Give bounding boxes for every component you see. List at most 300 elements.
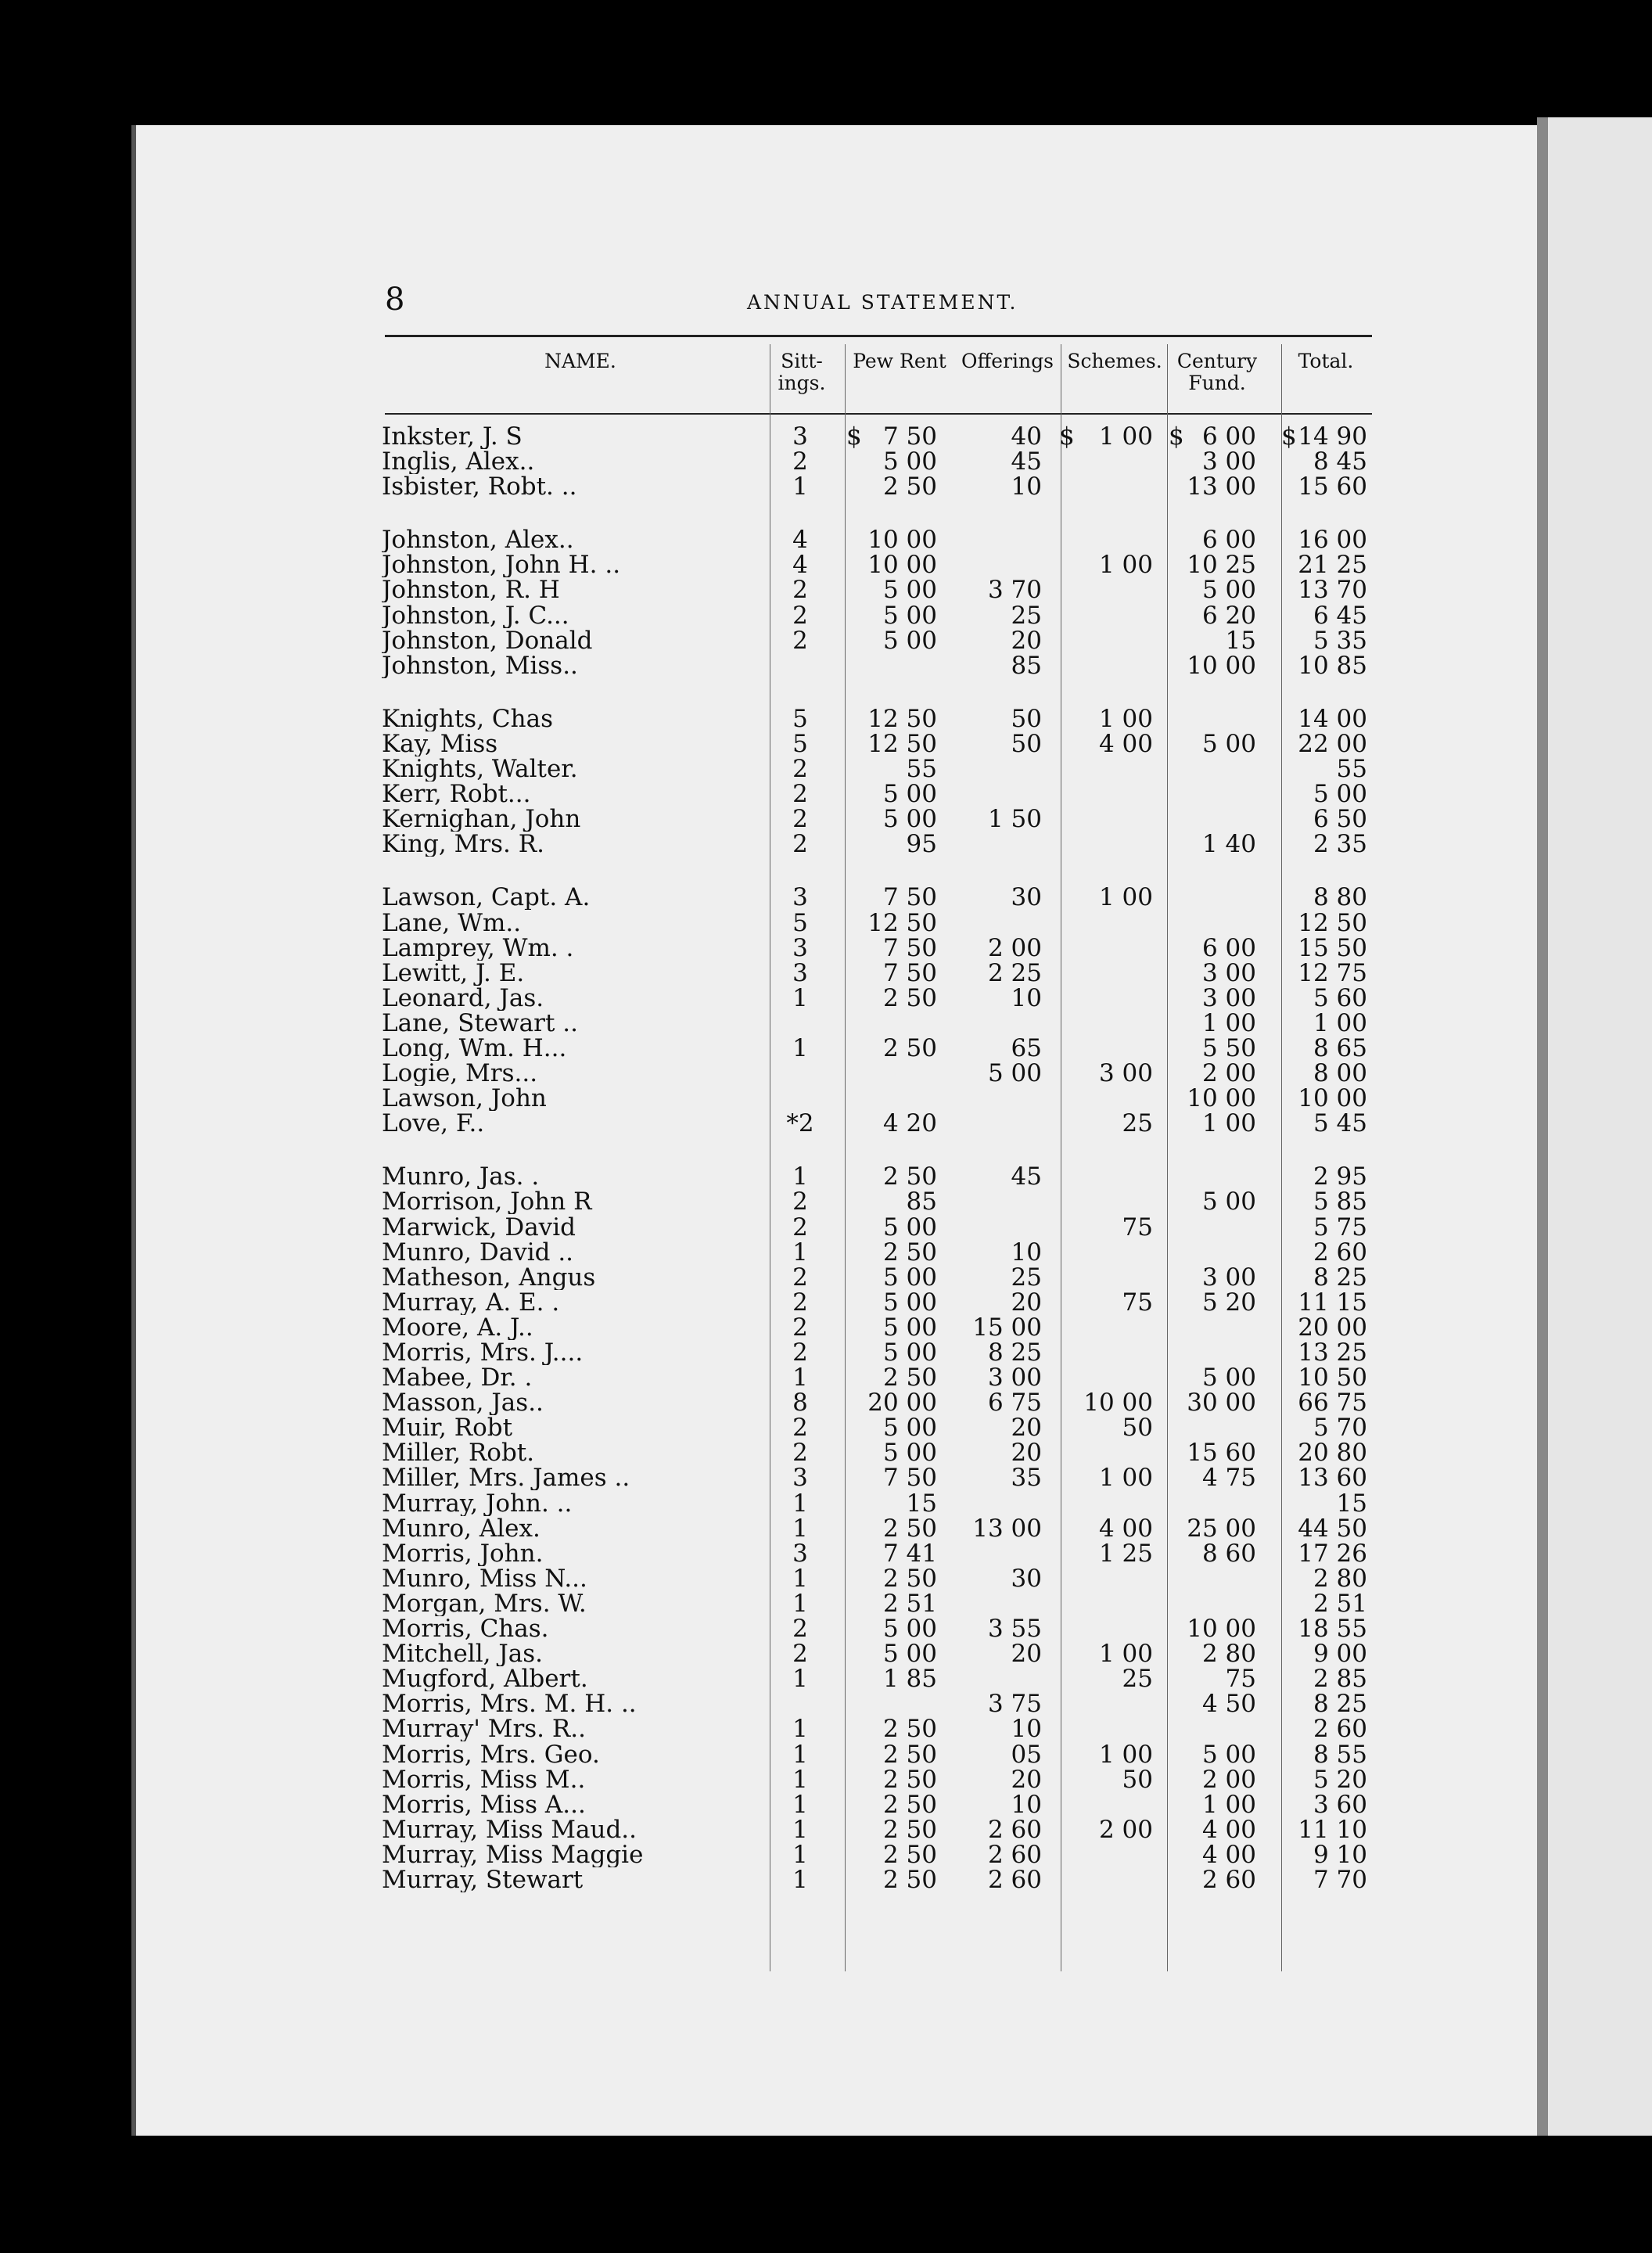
- row-schemes: 25: [1122, 1665, 1153, 1694]
- col-header-sittings-line1: Sitt-: [781, 350, 823, 372]
- row-sittings: 2: [792, 1213, 808, 1241]
- row-name: Lane, Wm..: [382, 910, 522, 936]
- row-total: 22 00: [1298, 729, 1367, 758]
- table-row: [382, 1164, 1375, 1189]
- row-century-fund: 10 00: [1187, 1615, 1256, 1644]
- row-sittings: 3: [792, 958, 808, 987]
- row-total: 15: [1336, 1489, 1367, 1518]
- row-offerings: 3 75: [987, 1690, 1042, 1719]
- row-pew-rent: 7 50: [882, 1464, 937, 1493]
- row-name: Knights, Chas: [382, 706, 553, 731]
- table-row: [382, 1389, 1375, 1418]
- row-offerings: 5 00: [987, 1059, 1042, 1088]
- row-total: 5 45: [1313, 1109, 1367, 1138]
- col-header-name-text: NAME.: [544, 350, 616, 372]
- row-pew-rent: 2 50: [882, 1865, 937, 1894]
- row-pew-rent: 1 85: [882, 1665, 937, 1694]
- row-sittings: 1: [792, 1740, 808, 1769]
- row-name: Knights, Walter.: [382, 756, 578, 782]
- row-sittings: 2: [792, 1615, 808, 1644]
- row-schemes: 75: [1122, 1213, 1153, 1241]
- row-name: Murray, A. E. .: [382, 1289, 560, 1315]
- table-row: [382, 1315, 1375, 1340]
- row-century-fund: 25 00: [1187, 1514, 1256, 1543]
- row-name: Johnston, J. C...: [382, 602, 569, 628]
- row-pew-rent: 5 00: [882, 1640, 937, 1669]
- row-sittings: 2: [792, 1414, 808, 1443]
- row-offerings: 20: [1011, 1640, 1042, 1669]
- table-row: [382, 1290, 1375, 1315]
- row-sittings: 2: [792, 1439, 808, 1468]
- row-offerings: 50: [1011, 729, 1042, 758]
- row-name: Morris, Miss M..: [382, 1766, 586, 1792]
- row-sittings: 3: [792, 422, 808, 451]
- table-row: [382, 782, 1375, 807]
- row-name: Murray, Stewart: [382, 1867, 584, 1892]
- table-row: [382, 1566, 1375, 1591]
- row-total: 3 60: [1313, 1790, 1367, 1819]
- table-row: [382, 1615, 1375, 1644]
- row-century-fund: 30 00: [1187, 1389, 1256, 1418]
- table-row: [382, 832, 1375, 857]
- row-total: 5 00: [1313, 780, 1367, 809]
- col-header-schemes: Schemes.: [1067, 350, 1162, 372]
- row-sittings: 1: [792, 1865, 808, 1894]
- row-total: 15 60: [1298, 473, 1367, 501]
- group-spacer: [382, 499, 1375, 527]
- row-century-fund: 5 00: [1201, 576, 1256, 605]
- row-total: 66 75: [1298, 1389, 1367, 1418]
- row-sittings: 1: [792, 1815, 808, 1844]
- row-offerings: 3 70: [987, 576, 1042, 605]
- col-header-sittings-line2: ings.: [778, 372, 826, 394]
- row-total: 18 55: [1298, 1615, 1367, 1644]
- row-century-fund: 1 00: [1201, 1109, 1256, 1138]
- col-header-name: [385, 350, 776, 372]
- dollar-sign: $: [1059, 422, 1075, 451]
- row-offerings: 13 00: [972, 1514, 1042, 1543]
- row-total: 9 10: [1313, 1840, 1367, 1869]
- row-sittings: 5: [792, 908, 808, 937]
- page-number: 8: [385, 282, 405, 318]
- row-pew-rent: 15: [906, 1489, 937, 1518]
- row-sittings: 2: [792, 780, 808, 809]
- row-schemes: 1 00: [1098, 1464, 1153, 1493]
- table-row: [382, 1867, 1375, 1892]
- row-sittings: 1: [792, 1765, 808, 1794]
- row-sittings: 2: [792, 447, 808, 476]
- row-total: 9 00: [1313, 1640, 1367, 1669]
- row-century-fund: 8 60: [1201, 1539, 1256, 1568]
- row-pew-rent: 5 00: [882, 576, 937, 605]
- row-name: Love, F..: [382, 1111, 485, 1137]
- row-name: Long, Wm. H...: [382, 1035, 567, 1061]
- row-name: Munro, Jas. .: [382, 1164, 540, 1190]
- ledger-table: [382, 424, 1375, 1892]
- row-pew-rent: 10 00: [867, 551, 937, 580]
- row-sittings: 1: [792, 1840, 808, 1869]
- row-total: 2 95: [1313, 1162, 1367, 1191]
- row-name: Lewitt, J. E.: [382, 960, 525, 986]
- row-sittings: 2: [792, 1263, 808, 1292]
- row-total: 21 25: [1298, 551, 1367, 580]
- col-header-century-line1: Century: [1176, 350, 1258, 372]
- table-row: [382, 449, 1375, 474]
- row-pew-rent: 2 50: [882, 1715, 937, 1744]
- row-offerings: 25: [1011, 1263, 1042, 1292]
- row-total: 13 70: [1298, 576, 1367, 605]
- row-name: Morgan, Mrs. W.: [382, 1590, 587, 1616]
- row-name: Johnston, R. H: [382, 577, 560, 603]
- row-schemes: 1 00: [1098, 704, 1153, 733]
- col-header-total: Total.: [1298, 350, 1354, 372]
- row-total: 5 20: [1313, 1765, 1367, 1794]
- row-schemes: 1 00: [1098, 422, 1153, 451]
- row-name: Logie, Mrs...: [382, 1061, 538, 1087]
- row-century-fund: 75: [1225, 1665, 1256, 1694]
- row-century-fund: 2 60: [1201, 1865, 1256, 1894]
- row-offerings: 10: [1011, 473, 1042, 501]
- row-pew-rent: 2 50: [882, 1564, 937, 1593]
- row-offerings: 50: [1011, 704, 1042, 733]
- row-pew-rent: 5 00: [882, 626, 937, 655]
- row-century-fund: 10 25: [1187, 551, 1256, 580]
- row-total: 5 70: [1313, 1414, 1367, 1443]
- row-total: 11 15: [1298, 1288, 1367, 1317]
- row-pew-rent: 5 00: [882, 1414, 937, 1443]
- row-name: Mugford, Albert.: [382, 1666, 588, 1692]
- row-total: 14 00: [1298, 704, 1367, 733]
- row-sittings: 3: [792, 883, 808, 912]
- row-total: 13 60: [1298, 1464, 1367, 1493]
- table-row: [382, 603, 1375, 628]
- row-offerings: 20: [1011, 1288, 1042, 1317]
- table-row: [382, 983, 1375, 1012]
- row-pew-rent: 5 00: [882, 447, 937, 476]
- row-offerings: 2 60: [987, 1815, 1042, 1844]
- row-total: 2 85: [1313, 1665, 1367, 1694]
- row-pew-rent: 7 50: [882, 958, 937, 987]
- table-row: [382, 1742, 1375, 1767]
- row-century-fund: 1 00: [1201, 1008, 1256, 1037]
- row-sittings: 1: [792, 1665, 808, 1694]
- row-total: 12 75: [1298, 958, 1367, 987]
- row-name: Kerr, Robt...: [382, 782, 531, 807]
- table-row: [382, 1541, 1375, 1566]
- row-name: Lane, Stewart ..: [382, 1010, 578, 1036]
- row-total: 7 70: [1313, 1865, 1367, 1894]
- row-pew-rent: 12 50: [867, 704, 937, 733]
- row-century-fund: 6 00: [1201, 422, 1256, 451]
- row-name: Morris, Mrs. Geo.: [382, 1741, 600, 1767]
- row-pew-rent: 2 50: [882, 1765, 937, 1794]
- row-offerings: 45: [1011, 1162, 1042, 1191]
- row-total: 20 00: [1298, 1313, 1367, 1342]
- row-sittings: 3: [792, 1464, 808, 1493]
- row-name: Kay, Miss: [382, 731, 498, 756]
- row-century-fund: 5 00: [1201, 729, 1256, 758]
- row-total: 2 60: [1313, 1238, 1367, 1267]
- row-pew-rent: 7 50: [882, 933, 937, 962]
- row-pew-rent: 2 50: [882, 1238, 937, 1267]
- row-offerings: 10: [1011, 983, 1042, 1012]
- row-pew-rent: 5 00: [882, 1339, 937, 1367]
- row-sittings: 1: [792, 1589, 808, 1618]
- row-pew-rent: 2 50: [882, 983, 937, 1012]
- row-name: Murray' Mrs. R..: [382, 1716, 586, 1742]
- row-total: 6 45: [1313, 601, 1367, 630]
- row-offerings: 45: [1011, 447, 1042, 476]
- row-pew-rent: 4 20: [882, 1109, 937, 1138]
- row-pew-rent: 2 50: [882, 473, 937, 501]
- row-total: 2 60: [1313, 1715, 1367, 1744]
- row-total: 11 10: [1298, 1815, 1367, 1844]
- facing-page-edge: [1537, 117, 1652, 2136]
- row-offerings: 10: [1011, 1790, 1042, 1819]
- table-row: [382, 1265, 1375, 1290]
- col-header-offerings: Offerings: [961, 350, 1054, 372]
- row-name: Lawson, Capt. A.: [382, 885, 591, 911]
- row-sittings: 1: [792, 1715, 808, 1744]
- row-pew-rent: 12 50: [867, 729, 937, 758]
- row-sittings: 1: [792, 1514, 808, 1543]
- row-pew-rent: 2 51: [882, 1589, 937, 1618]
- row-total: 1 00: [1313, 1008, 1367, 1037]
- table-row: [382, 1817, 1375, 1842]
- row-offerings: 20: [1011, 626, 1042, 655]
- row-total: 5 60: [1313, 983, 1367, 1012]
- header-top-rule: [385, 335, 1372, 337]
- row-total: 16 00: [1298, 526, 1367, 555]
- row-schemes: 25: [1122, 1109, 1153, 1138]
- row-century-fund: 4 75: [1201, 1464, 1256, 1493]
- table-row: [382, 731, 1375, 756]
- row-name: Munro, Alex.: [382, 1515, 540, 1541]
- row-offerings: 30: [1011, 883, 1042, 912]
- table-row: [382, 1340, 1375, 1365]
- row-schemes: 1 00: [1098, 551, 1153, 580]
- table-row: [382, 1516, 1375, 1541]
- col-header-century-line2: Fund.: [1188, 372, 1246, 394]
- row-century-fund: 6 20: [1201, 601, 1256, 630]
- row-offerings: 65: [1011, 1033, 1042, 1062]
- row-sittings: 2: [792, 1339, 808, 1367]
- row-total: 8 65: [1313, 1033, 1367, 1062]
- row-pew-rent: 2 50: [882, 1162, 937, 1191]
- row-schemes: 1 00: [1098, 883, 1153, 912]
- table-row: [382, 1111, 1375, 1136]
- row-century-fund: 3 00: [1201, 447, 1256, 476]
- row-offerings: 6 75: [987, 1389, 1042, 1418]
- row-sittings: 1: [792, 473, 808, 501]
- row-sittings: 8: [792, 1389, 808, 1418]
- table-row: [382, 1008, 1375, 1037]
- row-century-fund: 4 50: [1201, 1690, 1256, 1719]
- row-century-fund: 5 00: [1201, 1364, 1256, 1392]
- row-sittings: 2: [792, 755, 808, 784]
- row-schemes: 10 00: [1083, 1389, 1153, 1418]
- row-sittings: 1: [792, 1564, 808, 1593]
- table-row: [382, 1640, 1375, 1669]
- row-offerings: 85: [1011, 651, 1042, 680]
- row-offerings: 10: [1011, 1238, 1042, 1267]
- row-sittings: 2: [792, 601, 808, 630]
- row-century-fund: 5 00: [1201, 1740, 1256, 1769]
- table-row: [382, 424, 1375, 449]
- row-pew-rent: 95: [906, 830, 937, 859]
- table-row: [382, 1439, 1375, 1468]
- dollar-sign: $: [1281, 422, 1297, 451]
- row-sittings: 2: [792, 1313, 808, 1342]
- row-sittings: 2: [792, 626, 808, 655]
- table-row: [382, 576, 1375, 605]
- row-name: Marwick, David: [382, 1214, 576, 1240]
- row-total: 8 25: [1313, 1690, 1367, 1719]
- row-total: 5 75: [1313, 1213, 1367, 1241]
- row-pew-rent: 2 50: [882, 1815, 937, 1844]
- table-row: [382, 628, 1375, 653]
- row-sittings: 3: [792, 933, 808, 962]
- row-total: 44 50: [1298, 1514, 1367, 1543]
- row-offerings: 2 00: [987, 933, 1042, 962]
- col-header-century-fund: [1170, 350, 1264, 394]
- row-total: 10 50: [1298, 1364, 1367, 1392]
- row-offerings: 20: [1011, 1439, 1042, 1468]
- row-name: Munro, Miss N...: [382, 1565, 587, 1591]
- row-total: 10 85: [1298, 651, 1367, 680]
- table-row: [382, 1715, 1375, 1744]
- row-name: Johnston, Alex..: [382, 527, 574, 553]
- row-schemes: 4 00: [1098, 729, 1153, 758]
- row-sittings: 2: [792, 1640, 808, 1669]
- row-pew-rent: 5 00: [882, 1288, 937, 1317]
- table-row: [382, 1665, 1375, 1694]
- row-total: 12 50: [1298, 908, 1367, 937]
- table-row: [382, 1086, 1375, 1111]
- row-pew-rent: 5 00: [882, 1313, 937, 1342]
- table-row: [382, 807, 1375, 832]
- row-name: Muir, Robt: [382, 1415, 513, 1441]
- row-pew-rent: 5 00: [882, 780, 937, 809]
- row-pew-rent: 5 00: [882, 1439, 937, 1468]
- row-total: 14 90: [1298, 422, 1367, 451]
- row-name: Miller, Robt.: [382, 1440, 535, 1466]
- row-name: Kernighan, John: [382, 807, 581, 832]
- row-pew-rent: 5 00: [882, 601, 937, 630]
- table-row: [382, 908, 1375, 937]
- row-name: Morris, Chas.: [382, 1616, 549, 1642]
- table-row: [382, 885, 1375, 910]
- row-total: 2 80: [1313, 1564, 1367, 1593]
- table-row: [382, 1464, 1375, 1493]
- table-row: [382, 1215, 1375, 1240]
- table-row: [382, 706, 1375, 731]
- row-total: 8 00: [1313, 1059, 1367, 1088]
- row-century-fund: 5 20: [1201, 1288, 1256, 1317]
- table-row: [382, 1365, 1375, 1390]
- row-century-fund: 13 00: [1187, 473, 1256, 501]
- row-offerings: 20: [1011, 1414, 1042, 1443]
- row-century-fund: 10 00: [1187, 651, 1256, 680]
- row-pew-rent: 5 00: [882, 805, 937, 834]
- running-head: ANNUAL STATEMENT.: [747, 291, 1018, 314]
- row-century-fund: 4 00: [1201, 1840, 1256, 1869]
- col-header-sittings: [774, 350, 829, 394]
- row-name: Morris, Mrs. M. H. ..: [382, 1691, 637, 1717]
- dollar-sign: $: [846, 422, 862, 451]
- row-name: Miller, Mrs. James ..: [382, 1465, 630, 1491]
- row-pew-rent: 55: [906, 755, 937, 784]
- row-offerings: 40: [1011, 422, 1042, 451]
- row-offerings: 30: [1011, 1564, 1042, 1593]
- row-pew-rent: 2 50: [882, 1514, 937, 1543]
- row-total: 5 85: [1313, 1188, 1367, 1216]
- row-pew-rent: 10 00: [867, 526, 937, 555]
- row-name: Leonard, Jas.: [382, 985, 544, 1011]
- row-name: Johnston, Donald: [382, 627, 593, 653]
- row-total: 8 80: [1313, 883, 1367, 912]
- row-total: 5 35: [1313, 626, 1367, 655]
- row-name: Munro, David ..: [382, 1239, 574, 1265]
- table-row: [382, 1842, 1375, 1867]
- row-pew-rent: 7 50: [882, 422, 937, 451]
- row-century-fund: 3 00: [1201, 983, 1256, 1012]
- row-name: Mabee, Dr. .: [382, 1365, 533, 1391]
- row-name: Inkster, J. S: [382, 424, 523, 449]
- row-total: 13 25: [1298, 1339, 1367, 1367]
- row-name: Isbister, Robt. ..: [382, 474, 577, 500]
- row-century-fund: 6 00: [1201, 933, 1256, 962]
- row-offerings: 10: [1011, 1715, 1042, 1744]
- row-name: Morris, Mrs. J....: [382, 1340, 584, 1365]
- row-schemes: 1 00: [1098, 1740, 1153, 1769]
- table-row: [382, 1591, 1375, 1616]
- row-schemes: 3 00: [1098, 1059, 1153, 1088]
- row-name: Lamprey, Wm. .: [382, 935, 574, 961]
- row-offerings: 2 60: [987, 1865, 1042, 1894]
- table-row: [382, 1061, 1375, 1086]
- row-total: 15 50: [1298, 933, 1367, 962]
- row-pew-rent: 2 50: [882, 1790, 937, 1819]
- row-sittings: 2: [792, 830, 808, 859]
- header-bottom-rule: [385, 413, 1372, 415]
- row-century-fund: 3 00: [1201, 1263, 1256, 1292]
- row-pew-rent: 85: [906, 1188, 937, 1216]
- row-pew-rent: 2 50: [882, 1033, 937, 1062]
- row-century-fund: 2 00: [1201, 1059, 1256, 1088]
- row-total: 8 25: [1313, 1263, 1367, 1292]
- row-sittings: 2: [792, 1188, 808, 1216]
- table-row: [382, 1414, 1375, 1443]
- row-offerings: 1 50: [987, 805, 1042, 834]
- table-row: [382, 551, 1375, 580]
- table-row: [382, 1491, 1375, 1516]
- row-name: Inglis, Alex..: [382, 449, 535, 475]
- row-name: Mitchell, Jas.: [382, 1641, 543, 1667]
- row-century-fund: 1 40: [1201, 830, 1256, 859]
- row-sittings: 2: [792, 805, 808, 834]
- table-row: [382, 1767, 1375, 1792]
- table-row: [382, 1792, 1375, 1817]
- row-sittings: 2: [792, 576, 808, 605]
- row-pew-rent: 2 50: [882, 1840, 937, 1869]
- row-sittings: 1: [792, 1489, 808, 1518]
- row-sittings: 1: [792, 1033, 808, 1062]
- row-total: 17 26: [1298, 1539, 1367, 1568]
- row-name: Murray, Miss Maggie: [382, 1842, 644, 1867]
- table-row: [382, 958, 1375, 987]
- row-name: King, Mrs. R.: [382, 832, 544, 857]
